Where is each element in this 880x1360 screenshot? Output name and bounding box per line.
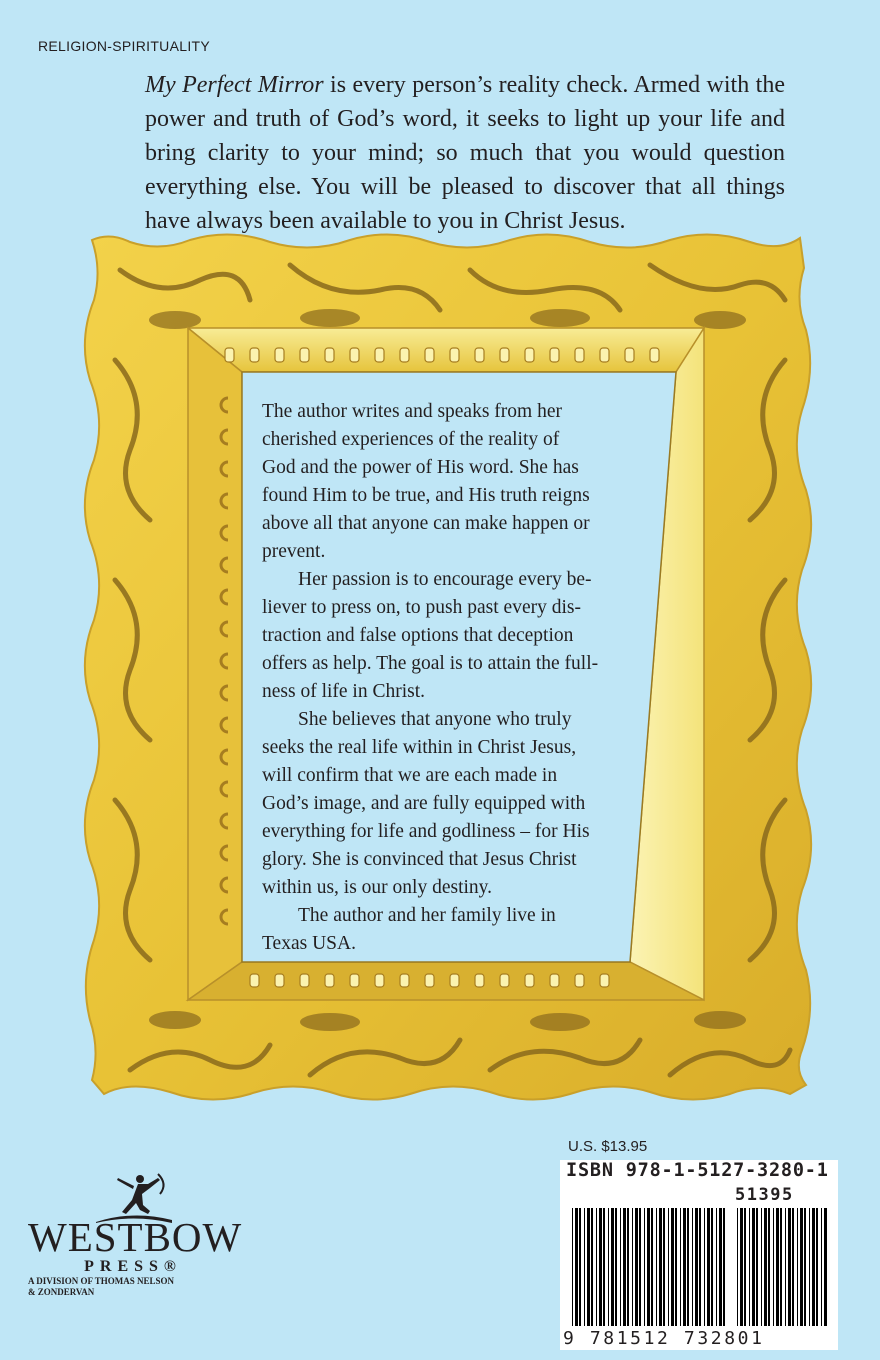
barcode-bar [647,1208,650,1326]
barcode-bar [707,1208,710,1326]
barcode-bar [623,1208,626,1326]
barcode-bar [620,1208,621,1326]
frame-bevel-bottom [188,962,704,1000]
barcode-bar [788,1208,791,1326]
bio-paragraph-4: The author and her family live in Texas USA. [262,905,556,954]
barcode-bar [611,1208,614,1326]
frame-bevel-left [188,328,242,1000]
barcode-bar [584,1208,585,1326]
barcode-bar [716,1208,717,1326]
barcode-bar [756,1208,758,1326]
barcode-bar [785,1208,786,1326]
barcode-bar [797,1208,798,1326]
barcode-bar [740,1208,743,1326]
barcode-bar [608,1208,609,1326]
barcode-bar [752,1208,755,1326]
barcode-bar [668,1208,669,1326]
bio-paragraph-2: Her passion is to encourage every be- liever to press on, to push past every dis- traction and false options that deception offers as help. The goal is to attain the full- ness of life in Christ. [262,569,599,702]
barcode-bar [695,1208,698,1326]
price-barcode [735,1208,835,1328]
barcode-bar [780,1208,782,1326]
barcode-bar [704,1208,705,1326]
publisher-division-1: A DIVISION OF THOMAS NELSON [28,1276,175,1286]
barcode-bar [699,1208,701,1326]
barcode-bar [663,1208,665,1326]
barcode-bar [749,1208,750,1326]
barcode-bar [603,1208,605,1326]
barcode-bar [579,1208,581,1326]
barcode-bar [659,1208,662,1326]
barcode-bar [711,1208,713,1326]
barcode-bar [683,1208,686,1326]
barcode-bar [615,1208,617,1326]
barcode-bar [675,1208,677,1326]
barcode-bar [737,1208,738,1326]
category-label: RELIGION-SPIRITUALITY [38,38,210,54]
author-bio [262,398,608,958]
barcode-bar [591,1208,593,1326]
barcode-bar [671,1208,674,1326]
barcode-bar [596,1208,597,1326]
publisher-logo [28,1170,243,1298]
ean-digits: 9 781512 732801 [563,1328,765,1349]
barcode-bar [812,1208,815,1326]
barcode-bar [687,1208,689,1326]
blurb-text: is every person’s reality check. Armed with the power and truth of God’s word, it seeks to light up your life and bring clarity to your mind; so much that you would question everything else. You will be pleased to discover that all things have always been available to you in Christ Jesus. [145,72,785,234]
barcode-bar [816,1208,818,1326]
price-label: U.S. $13.95 [568,1138,648,1155]
barcode-bar [800,1208,803,1326]
publisher-name: WESTBOW [28,1214,243,1260]
barcode-bar [575,1208,578,1326]
publisher-division-2: & ZONDERVAN [28,1287,95,1297]
barcode-bar [776,1208,779,1326]
isbn-label: ISBN 978-1-5127-3280-1 [566,1160,829,1181]
barcode-bar [764,1208,767,1326]
barcode-bar [792,1208,794,1326]
barcode-bar [632,1208,633,1326]
barcode-bar [804,1208,806,1326]
book-title-italic: My Perfect Mirror [145,72,324,98]
barcode-bar [599,1208,602,1326]
barcode-bar [644,1208,645,1326]
barcode-bar [768,1208,770,1326]
barcode-bar [651,1208,653,1326]
barcode-bar [723,1208,725,1326]
publisher-press: PRESS® [84,1258,182,1275]
barcode-bar [680,1208,681,1326]
barcode-bar [692,1208,693,1326]
price-code: 51395 [735,1185,794,1205]
barcode-bar [744,1208,746,1326]
barcode-bar [656,1208,657,1326]
barcode-bar [809,1208,810,1326]
bio-paragraph-1: The author writes and speaks from her cherished experiences of the reality of God and the power of His word. She has found Him to be true, and His truth reigns above all that anyone can make happen or prevent. [262,401,590,562]
barcode-bar [719,1208,722,1326]
barcode-bar [824,1208,827,1326]
barcode-bar [773,1208,774,1326]
barcode-bar [821,1208,822,1326]
barcode-bar [572,1208,573,1326]
bio-paragraph-3: She believes that anyone who truly seeks the real life within in Christ Jesus, will confirm that we are each made in God’s image, and are fully equipped with everything for life and godliness – for His glory. She is convinced that Jesus Christ within us, is our only destiny. [262,709,590,898]
barcode-bar [627,1208,629,1326]
barcode-bar [639,1208,641,1326]
barcode-bar [761,1208,762,1326]
barcode-bar [587,1208,590,1326]
barcode-bar [635,1208,638,1326]
archer-figure-icon [88,1170,178,1224]
